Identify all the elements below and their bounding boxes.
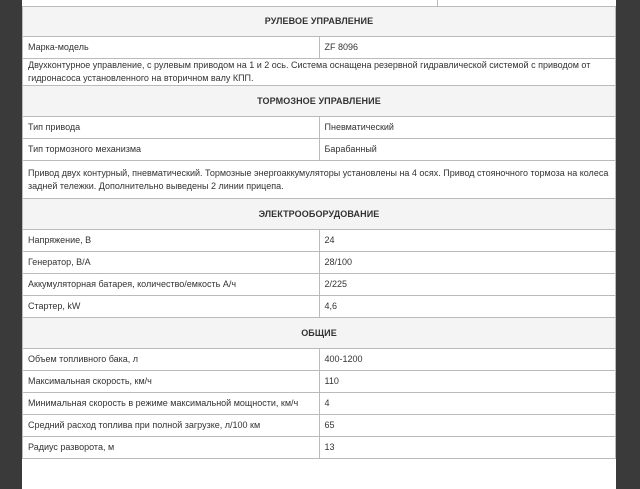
section-header-brakes [23, 86, 616, 117]
table-row [23, 415, 616, 437]
spec-value: 400-1200 [319, 349, 616, 371]
spec-value: 110 [319, 371, 616, 393]
section-title: РУЛЕВОЕ УПРАВЛЕНИЕ [23, 7, 616, 37]
spec-value: 24 [319, 230, 616, 252]
section-title: ТОРМОЗНОЕ УПРАВЛЕНИЕ [23, 86, 616, 117]
spec-value: Барабанный [319, 139, 616, 161]
specs-table [22, 6, 616, 459]
table-row [23, 437, 616, 459]
table-row [23, 349, 616, 371]
table-row [23, 252, 616, 274]
table-row [23, 274, 616, 296]
spec-value: 28/100 [319, 252, 616, 274]
spec-label: Максимальная скорость, км/ч [23, 371, 320, 393]
table-row [23, 139, 616, 161]
table-row [23, 37, 616, 59]
spec-label: Объем топливного бака, л [23, 349, 320, 371]
section-title: ЭЛЕКТРООБОРУДОВАНИЕ [23, 199, 616, 230]
section-description-steering [23, 59, 616, 86]
section-header-electrical [23, 199, 616, 230]
table-row [23, 117, 616, 139]
table-row [23, 371, 616, 393]
spec-label: Напряжение, В [23, 230, 320, 252]
spec-label: Средний расход топлива при полной загрузке, л/100 км [23, 415, 320, 437]
spec-sheet [22, 0, 616, 489]
spec-label: Минимальная скорость в режиме максимальной мощности, км/ч [23, 393, 320, 415]
description-text: Двухконтурное управление, с рулевым приводом на 1 и 2 ось. Система оснащена резервной гидравлической системой с приводом от гидронасоса установленного на вторичном валу КПП. [23, 59, 616, 86]
table-row [23, 230, 616, 252]
spec-value: 65 [319, 415, 616, 437]
section-header-steering [23, 7, 616, 37]
spec-label: Марка-модель [23, 37, 320, 59]
spec-value: 2/225 [319, 274, 616, 296]
spec-label: Стартер, kW [23, 296, 320, 318]
section-header-general [23, 318, 616, 349]
spec-value: 4,6 [319, 296, 616, 318]
description-text: Привод двух контурный, пневматический. Тормозные энергоаккумуляторы установлены на 4 осях. Привод стояночного тормоза на колеса задней тележки. Дополнительно выведены 2 линии прицепа. [23, 161, 616, 199]
table-row [23, 296, 616, 318]
spec-label: Тип тормозного механизма [23, 139, 320, 161]
spec-value: 13 [319, 437, 616, 459]
spec-label: Аккумуляторная батарея, количество/емкость А/ч [23, 274, 320, 296]
spec-value: 4 [319, 393, 616, 415]
section-description-brakes [23, 161, 616, 199]
spec-label: Радиус разворота, м [23, 437, 320, 459]
spec-label: Генератор, В/А [23, 252, 320, 274]
section-title: ОБЩИЕ [23, 318, 616, 349]
spec-value: ZF 8096 [319, 37, 616, 59]
spec-label: Тип привода [23, 117, 320, 139]
spec-value: Пневматический [319, 117, 616, 139]
table-row [23, 393, 616, 415]
